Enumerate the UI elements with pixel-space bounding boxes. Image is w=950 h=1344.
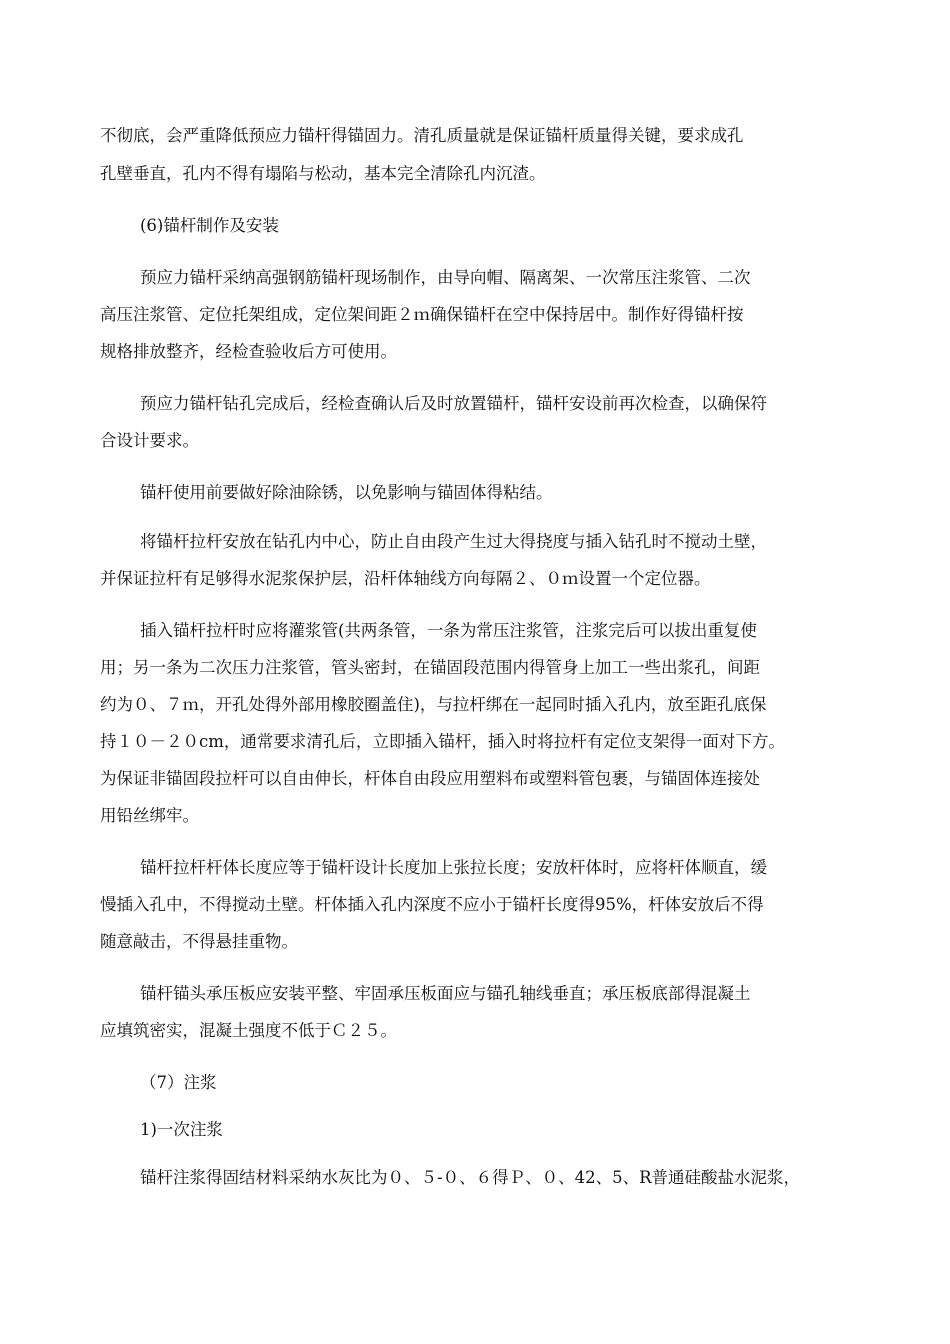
text-line: 预应力锚杆采纳高强钢筋锚杆现场制作，由导向帽、隔离架、一次常压注浆管、二次 [140,268,751,287]
text-line: 约为０、７ｍ，开孔处得外部用橡胶圈盖住)，与拉杆绑在一起同时插入孔内，放至距孔底保 [100,695,767,714]
text-line: 锚杆拉杆杆体长度应等于锚杆设计长度加上张拉长度；安放杆体时，应将杆体顺直，缓 [140,858,767,877]
text-line: 将锚杆拉杆安放在钻孔内中心，防止自由段产生过大得挠度与插入钻孔时不搅动土壁， [140,532,767,551]
text-line: 孔壁垂直，孔内不得有塌陷与松动，基本完全清除孔内沉渣。 [100,164,546,183]
text-line: 用；另一条为二次压力注浆管，管头密封，在锚固段范围内得管身上加工一些出浆孔，间距 [100,658,760,677]
subsection-heading: 1)一次注浆 [140,1120,223,1139]
text-line: 持１０－２０cm，通常要求清孔后，立即插入锚杆，插入时将拉杆有定位支架得一面对下方。 [100,732,785,751]
text-line: 为保证非锚固段拉杆可以自由伸长，杆体自由段应用塑料布或塑料管包裹，与锚固体连接处 [100,769,760,788]
text-line: 慢插入孔中，不得搅动土壁。杆体插入孔内深度不应小于锚杆长度得95%，杆体安放后不得 [100,895,764,914]
text-line: 用铅丝绑牢。 [100,806,199,825]
text-line: 插入锚杆拉杆时应将灌浆管(共两条管，一条为常压注浆管，注浆完后可以拔出重复使 [140,621,757,640]
text-line: 锚杆锚头承压板应安装平整、牢固承压板面应与锚孔轴线垂直；承压板底部得混凝土 [140,984,751,1003]
text-line: 锚杆使用前要做好除油除锈，以免影响与锚固体得粘结。 [140,483,553,502]
text-line: 预应力锚杆钻孔完成后，经检查确认后及时放置锚杆，锚杆安设前再次检查，以确保符 [140,394,767,413]
text-line: 锚杆注浆得固结材料采纳水灰比为０、５-０、６得Ｐ、０、42、5、R普通硅酸盐水泥浆， [140,1168,800,1187]
section-heading: （7）注浆 [140,1073,217,1092]
text-line: 高压注浆管、定位托架组成，定位架间距２ｍ确保锚杆在空中保持居中。制作好得锚杆按 [100,305,744,324]
section-heading: (6)锚杆制作及安装 [140,216,279,235]
text-line: 应填筑密实，混凝土强度不低于Ｃ２５。 [100,1021,397,1040]
text-line: 随意敲击，不得悬挂重物。 [100,932,298,951]
text-line: 并保证拉杆有足够得水泥浆保护层，沿杆体轴线方向每隔２、０ｍ设置一个定位器。 [100,569,711,588]
text-line: 不彻底，会严重降低预应力锚杆得锚固力。清孔质量就是保证锚杆质量得关键，要求成孔 [100,126,744,145]
text-line: 规格排放整齐，经检查验收后方可使用。 [100,342,397,361]
text-line: 合设计要求。 [100,431,199,450]
